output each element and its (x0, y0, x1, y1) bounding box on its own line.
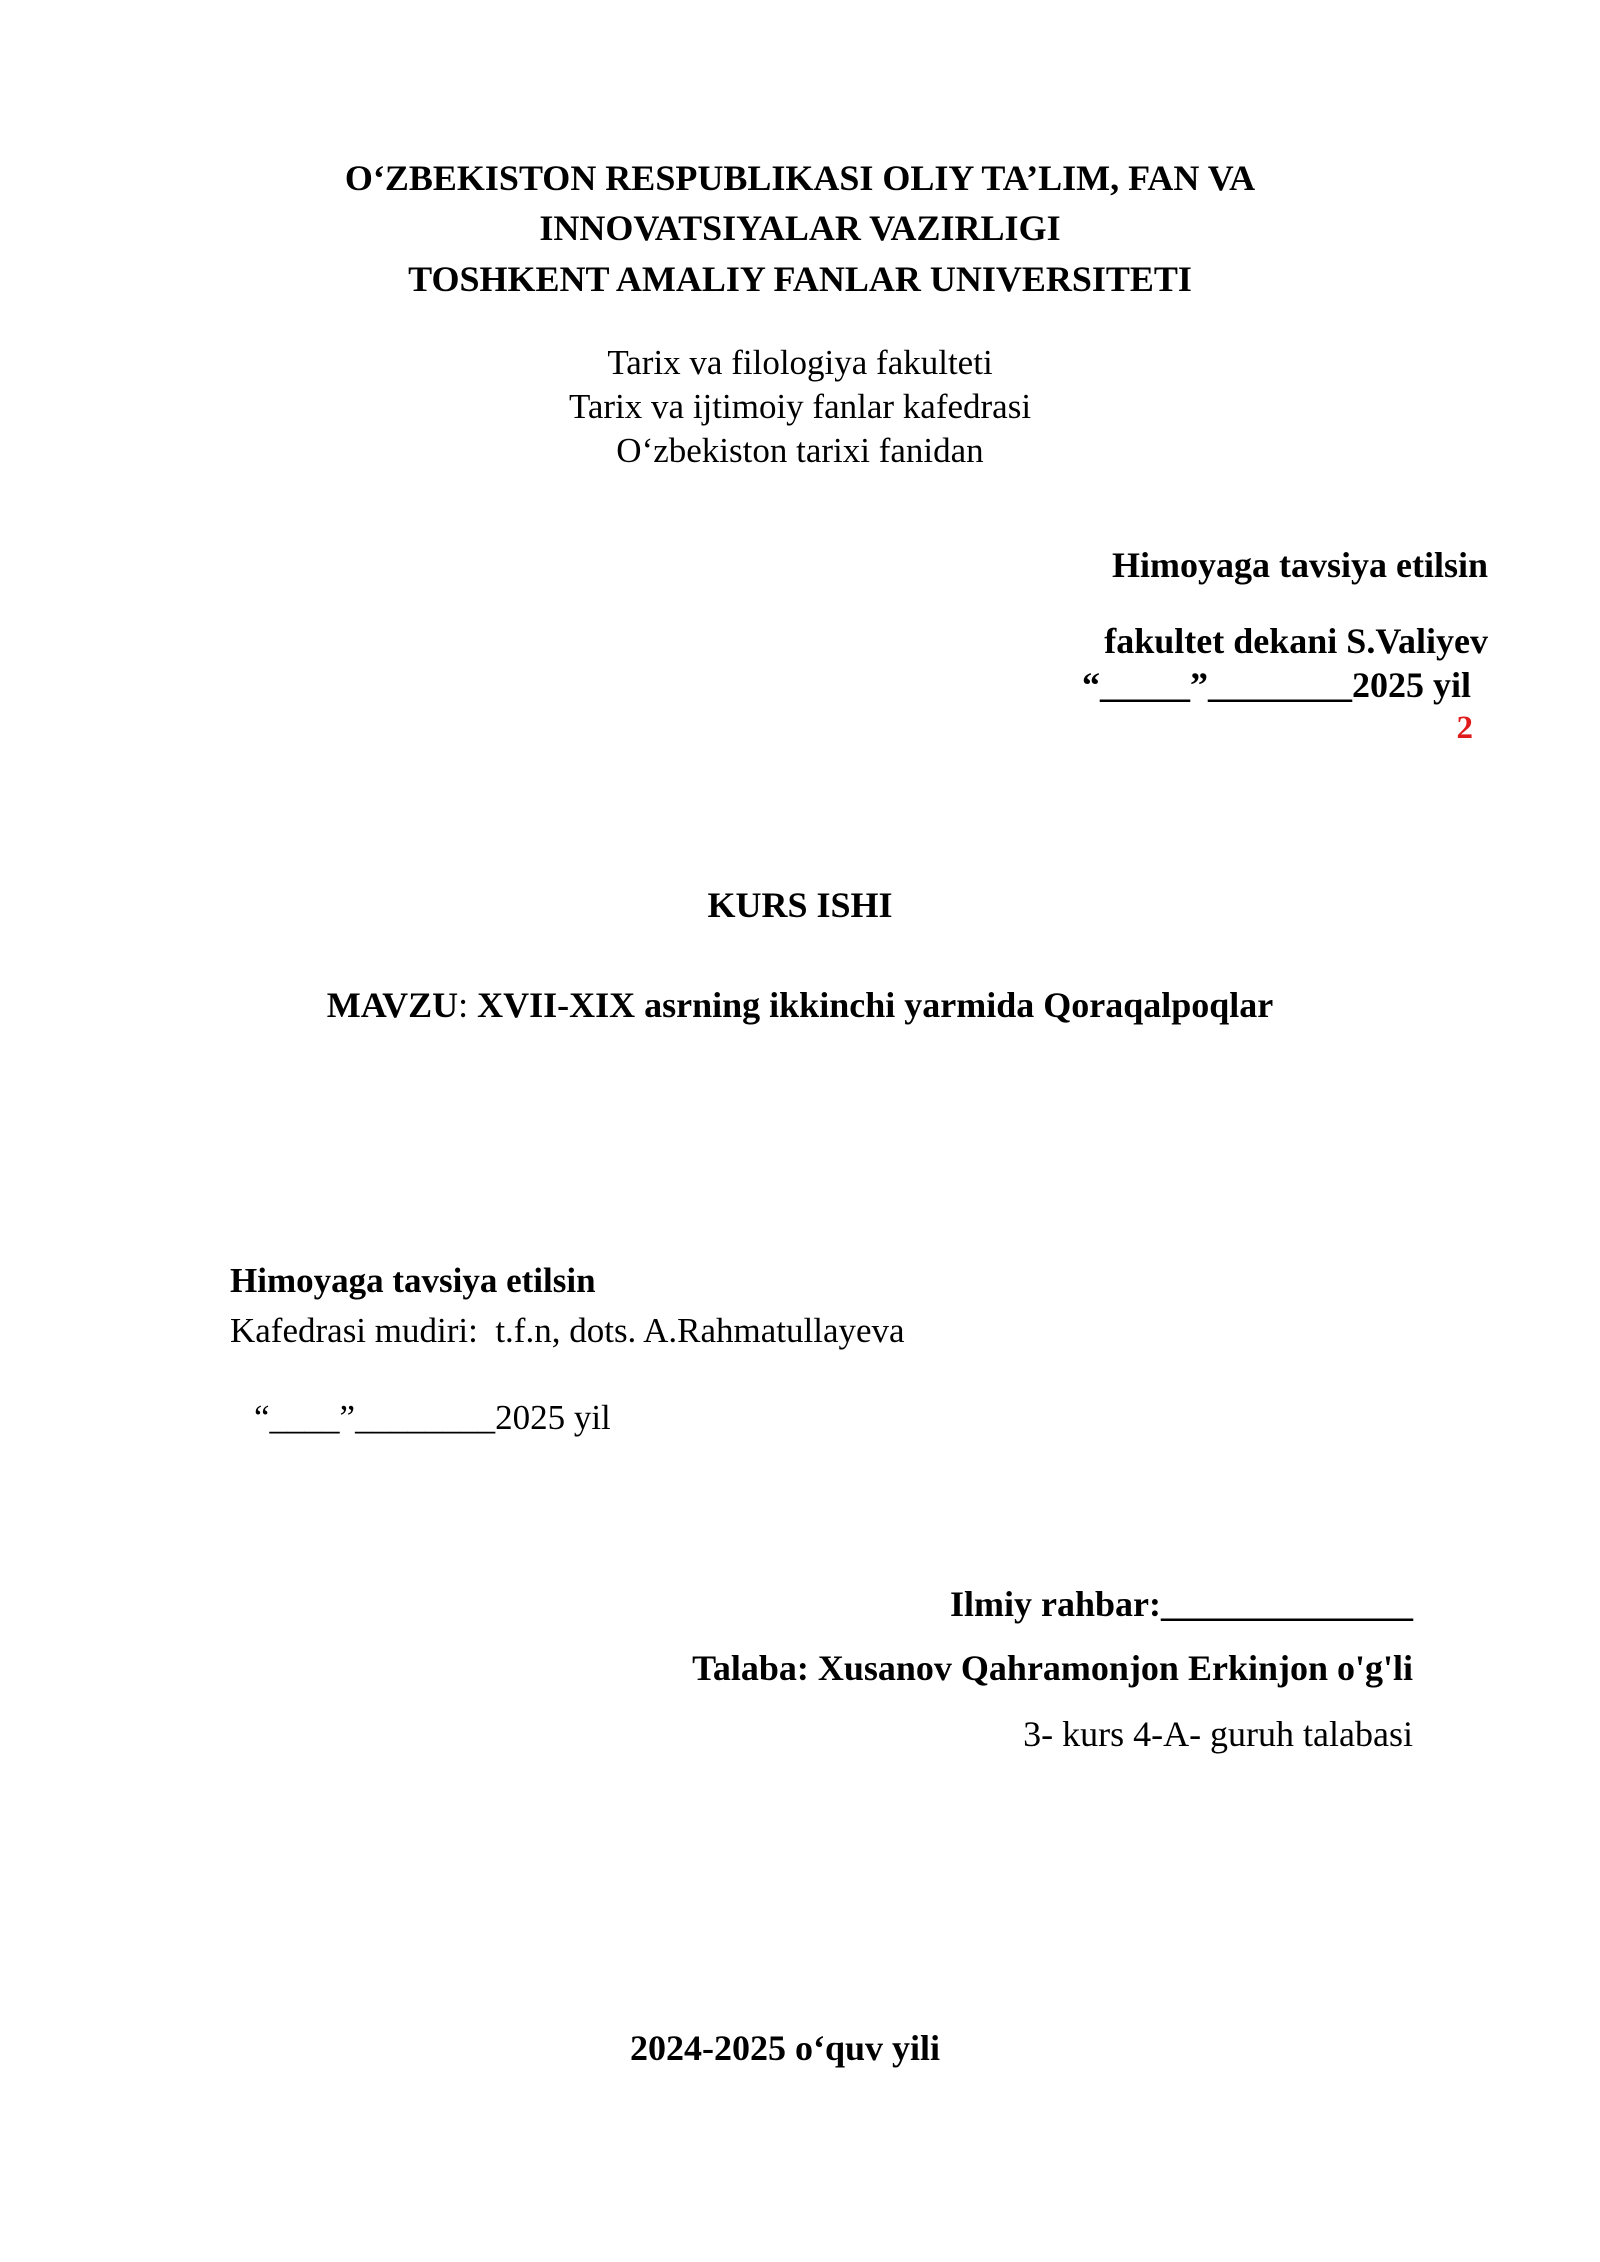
topic-title: XVII-XIX asrning ikkinchi yarmida Qoraqalpoqlar (477, 985, 1274, 1025)
topic-line (0, 987, 1600, 1023)
ministry-line-2: INNOVATSIYALAR VAZIRLIGI (539, 208, 1061, 248)
academic-year: 2024-2025 o‘quv yili (630, 2028, 941, 2068)
university-name: TOSHKENT AMALIY FANLAR UNIVERSITETI (408, 259, 1192, 299)
dean-approval-title: Himoyaga tavsiya etilsin (1112, 545, 1488, 585)
chair-head: Kafedrasi mudiri: t.f.n, dots. A.Rahmatullayeva (230, 1311, 905, 1350)
work-type: KURS ISHI (707, 885, 893, 925)
ministry-line-1: O‘ZBEKISTON RESPUBLIKASI OLIY TA’LIM, FAN VA (344, 158, 1256, 198)
topic-label: MAVZU (326, 985, 459, 1025)
grade-mark: 2 (1456, 710, 1473, 746)
subject-name: O‘zbekiston tarixi fanidan (616, 431, 984, 470)
dean-signer: fakultet dekani S.Valiyev (1104, 621, 1488, 661)
faculty-name: Tarix va filologiya fakulteti (607, 343, 993, 382)
chair-approval-title: Himoyaga tavsiya etilsin (230, 1261, 596, 1300)
student-group: 3- kurs 4-A- guruh talabasi (1023, 1714, 1413, 1754)
chair-name: Tarix va ijtimoiy fanlar kafedrasi (568, 387, 1032, 426)
dean-approval-date: “_____”________2025 yil (1081, 665, 1471, 705)
student-name: Talaba: Xusanov Qahramonjon Erkinjon o'g'li (692, 1648, 1413, 1688)
chair-approval-date: “____”________2025 yil (254, 1398, 611, 1437)
supervisor-line: Ilmiy rahbar:______________ (950, 1584, 1413, 1624)
topic-separator: : (458, 985, 478, 1025)
